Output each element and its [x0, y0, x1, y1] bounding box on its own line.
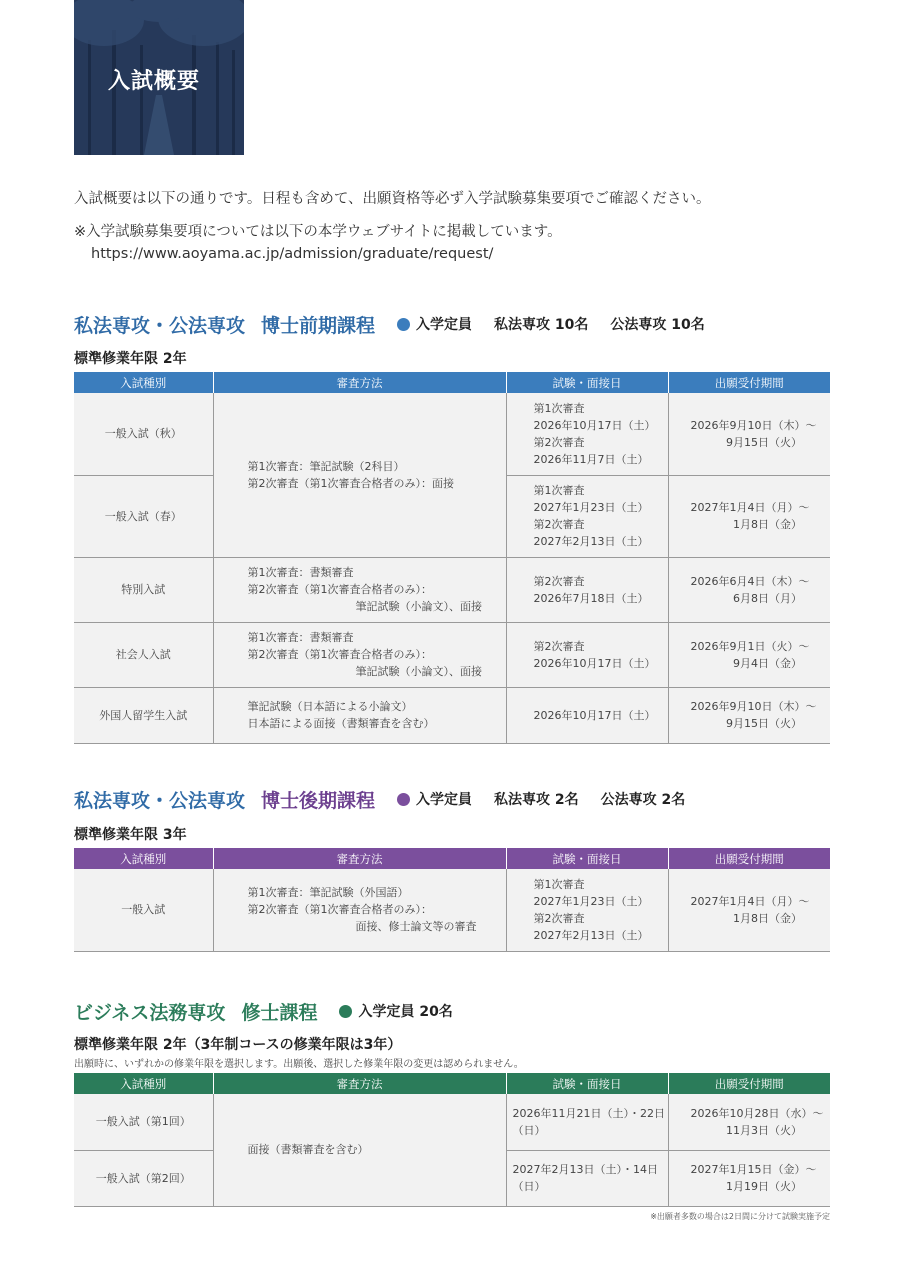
method-line: 第2次審査（第1次審査合格者のみ）：: [247, 583, 432, 596]
exam-line: 2026年10月17日（土）: [533, 656, 656, 670]
exam-line: 2027年2月13日（土）: [533, 535, 649, 548]
exam-line: 2027年2月13日（土）: [533, 928, 649, 942]
exam-method: [213, 622, 506, 687]
col-header-period: 出願受付期間: [668, 372, 830, 393]
admission-table-doctoral-first: [74, 372, 830, 744]
application-period: [668, 1094, 830, 1150]
standard-years: 標準修業年限 3年: [74, 827, 187, 843]
period-end: 6月8日（月）: [733, 591, 802, 605]
exam-line: 2027年1月23日（土）: [533, 894, 649, 908]
selection-note: 出願時に、いずれかの修業年限を選択します。出願後、選択した修業年限の変更は認められません。: [74, 1059, 524, 1070]
exam-type: 一般入試（春）: [74, 475, 213, 557]
period-start: 2027年1月4日（月）～: [690, 501, 810, 514]
method-line: 日本語による面接（書類審査を含む）: [247, 717, 435, 730]
exam-line: 2026年10月17日（土）: [533, 708, 656, 722]
period-start: 2027年1月15日（金）～: [690, 1163, 817, 1176]
section-title: 私法専攻・公法専攻: [74, 314, 246, 337]
exam-date: 2026年11月21日（土）・22日（日）: [506, 1094, 668, 1150]
exam-line: 第2次審査: [533, 911, 585, 925]
application-period: [668, 622, 830, 687]
section-title: 私法専攻・公法専攻: [74, 789, 246, 812]
exam-type: 特別入試: [74, 557, 213, 622]
period-end: 9月15日（火）: [726, 435, 802, 449]
course-name: 博士後期課程: [261, 789, 376, 812]
standard-years: 標準修業年限 2年: [74, 351, 187, 367]
period-end: 1月8日（金）: [733, 518, 802, 531]
exam-date: [506, 393, 668, 475]
col-header-period: 出願受付期間: [668, 1073, 830, 1094]
period-start: 2026年9月10日（木）～: [690, 418, 817, 432]
exam-line: 第1次審査: [533, 484, 585, 497]
col-header-exam: 試験・面接日: [506, 848, 668, 869]
section-title: ビジネス法務専攻: [74, 1001, 226, 1024]
exam-type: 一般入試（秋）: [74, 393, 213, 475]
col-header-type: 入試種別: [74, 848, 213, 869]
bullet-dot-icon: [397, 318, 410, 331]
period-start: 2026年6月4日（木）～: [690, 574, 810, 588]
intro-text: [74, 188, 834, 265]
method-line: 第1次審査：筆記試験（2科目）: [247, 459, 405, 473]
request-url-link[interactable]: https://www.aoyama.ac.jp/admission/graduate/request/: [91, 246, 494, 262]
col-header-type: 入試種別: [74, 372, 213, 393]
capacity-label: 入学定員: [416, 792, 473, 808]
exam-line: 第1次審査: [533, 877, 585, 891]
period-start: 2026年10月28日（水）～: [690, 1106, 824, 1120]
method-line: 第1次審査：書類審査: [247, 631, 354, 644]
exam-date: [506, 557, 668, 622]
table-row: [74, 557, 830, 622]
application-period: [668, 1150, 830, 1206]
exam-line: 2026年10月17日（土）: [533, 418, 656, 432]
capacity-label: 入学定員 20名: [358, 1004, 453, 1020]
col-header-exam: 試験・面接日: [506, 1073, 668, 1094]
exam-date: [506, 869, 668, 951]
standard-years: 標準修業年限 2年（3年制コースの修業年限は3年）: [74, 1037, 402, 1053]
capacity-private-law: 私法専攻 10名: [494, 317, 589, 333]
period-end: 9月15日（火）: [726, 717, 802, 730]
method-line: 第2次審査（第1次審査合格者のみ）：: [247, 648, 432, 661]
hero-image: [74, 0, 244, 155]
intro-note: ※入学試験募集要項については以下の本学ウェブサイトに掲載しています。: [74, 224, 562, 240]
period-end: 1月8日（金）: [733, 911, 802, 925]
intro-line: 入試概要は以下の通りです。日程も含めて、出願資格等必ず入学試験募集要項でご確認ください。: [74, 191, 711, 207]
method-line: 第2次審査（第1次審査合格者のみ）：面接: [247, 476, 454, 490]
exam-line: 第2次審査: [533, 518, 585, 531]
exam-method: [213, 869, 506, 951]
col-header-period: 出願受付期間: [668, 848, 830, 869]
application-period: [668, 557, 830, 622]
exam-type: 社会人入試: [74, 622, 213, 687]
course-name: 博士前期課程: [261, 314, 376, 337]
exam-type: 外国人留学生入試: [74, 687, 213, 743]
exam-type: 一般入試（第1回）: [74, 1094, 213, 1150]
capacity-public-law: 公法専攻 2名: [600, 792, 686, 808]
bullet-dot-icon: [339, 1005, 352, 1018]
exam-type: 一般入試（第2回）: [74, 1150, 213, 1206]
col-header-method: 審査方法: [213, 848, 506, 869]
table-row: [74, 687, 830, 743]
exam-line: 第1次審査: [533, 401, 585, 415]
exam-method: 面接（書類審査を含む）: [213, 1094, 506, 1206]
section-doctoral-second-heading: [74, 785, 685, 813]
period-end: 11月3日（火）: [726, 1123, 802, 1137]
course-name: 修士課程: [241, 1001, 318, 1024]
exam-type: 一般入試: [74, 869, 213, 951]
admission-table-masters: [74, 1073, 830, 1207]
application-period: [668, 475, 830, 557]
method-line: 第1次審査：書類審査: [247, 566, 354, 579]
section-doctoral-first-heading: [74, 310, 705, 338]
admission-table-doctoral-second: [74, 848, 830, 952]
bullet-dot-icon: [397, 793, 410, 806]
exam-method: [213, 687, 506, 743]
period-end: 9月4日（金）: [733, 656, 802, 670]
table-header-row: [74, 372, 830, 393]
table-row: [74, 622, 830, 687]
exam-line: 第2次審査: [533, 574, 585, 588]
exam-line: 第2次審査: [533, 435, 585, 449]
method-line: 第1次審査：筆記試験（外国語）: [247, 886, 409, 900]
table-row: [74, 1094, 830, 1150]
method-line: 筆記試験（日本語による小論文）: [247, 700, 413, 713]
exam-line: 2026年7月18日（土）: [533, 591, 649, 605]
page-title: 入試概要: [108, 69, 201, 94]
exam-date: 2027年2月13日（土）・14日（日）: [506, 1150, 668, 1206]
application-period: [668, 687, 830, 743]
capacity-label: 入学定員: [416, 317, 473, 333]
period-start: 2026年9月1日（火）～: [690, 639, 810, 653]
exam-line: 2026年11月7日（土）: [533, 452, 649, 466]
period-start: 2026年9月10日（木）～: [690, 700, 817, 713]
period-end: 1月19日（火）: [726, 1180, 802, 1193]
exam-method: [213, 393, 506, 557]
application-period: [668, 869, 830, 951]
method-line: 筆記試験（小論文）、面接: [355, 600, 482, 613]
application-period: [668, 393, 830, 475]
capacity-private-law: 私法専攻 2名: [494, 792, 579, 808]
table-header-row: [74, 848, 830, 869]
col-header-method: 審査方法: [213, 1073, 506, 1094]
table-header-row: [74, 1073, 830, 1094]
exam-method: [213, 557, 506, 622]
col-header-method: 審査方法: [213, 372, 506, 393]
exam-date: [506, 687, 668, 743]
exam-line: 第2次審査: [533, 639, 585, 653]
period-start: 2027年1月4日（月）～: [690, 894, 810, 908]
footnote: ※出願者多数の場合は2日間に分けて試験実施予定: [650, 1212, 830, 1221]
method-line: 面接、修士論文等の審査: [355, 920, 477, 934]
capacity-public-law: 公法専攻 10名: [610, 317, 705, 333]
exam-line: 2027年1月23日（土）: [533, 501, 649, 514]
table-row: [74, 869, 830, 951]
exam-date: [506, 475, 668, 557]
exam-date: [506, 622, 668, 687]
section-masters-heading: [74, 997, 453, 1025]
method-line: 筆記試験（小論文）、面接: [355, 665, 482, 678]
col-header-type: 入試種別: [74, 1073, 213, 1094]
col-header-exam: 試験・面接日: [506, 372, 668, 393]
table-row: [74, 393, 830, 475]
method-line: 第2次審査（第1次審査合格者のみ）：: [247, 903, 432, 917]
